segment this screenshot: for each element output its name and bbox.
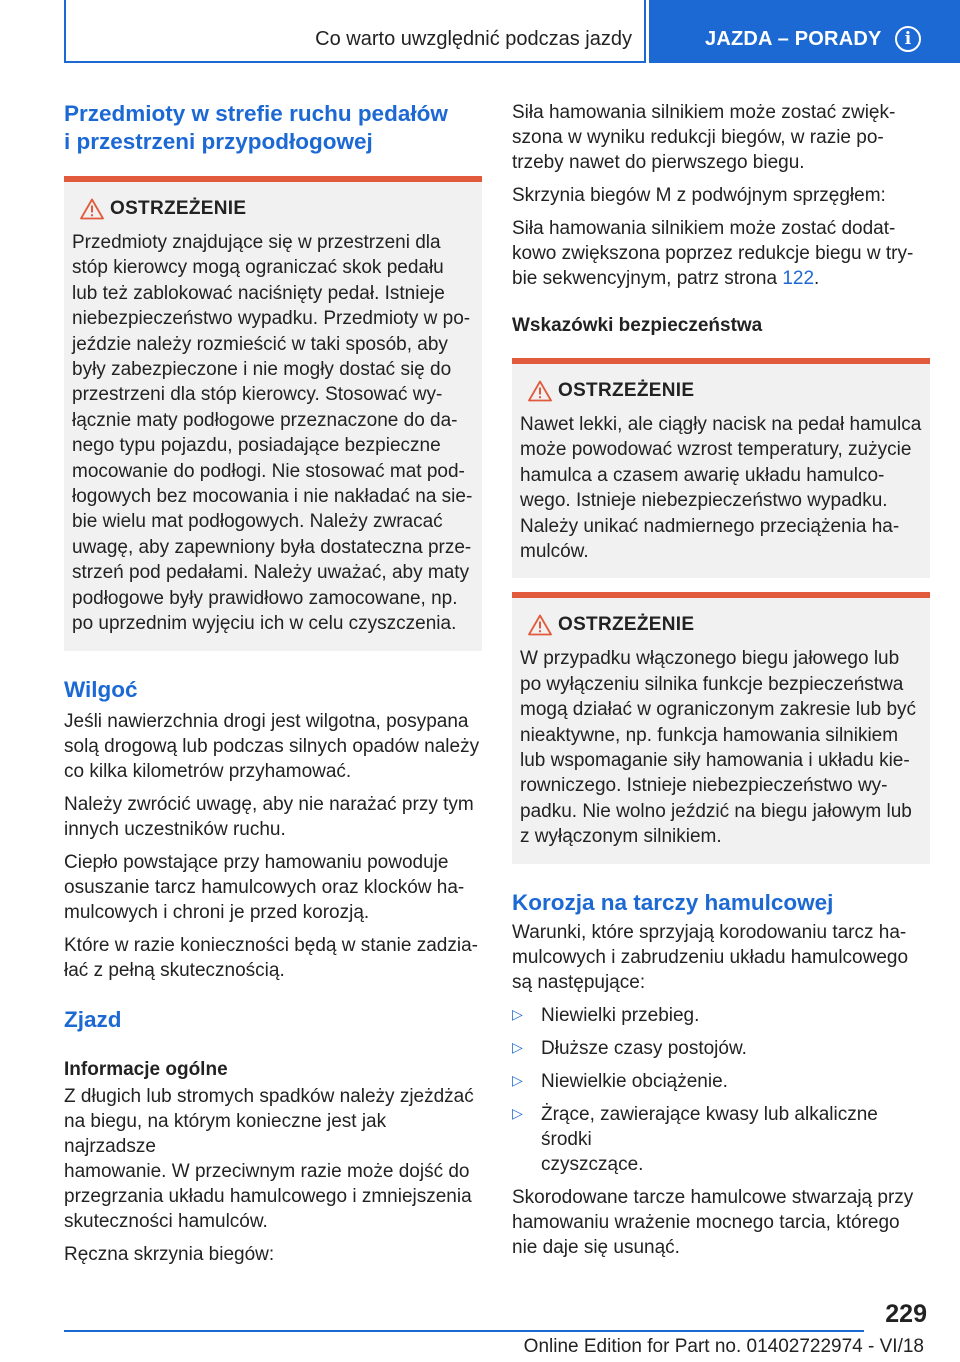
text-line (512, 266, 930, 291)
text-line: podłogowe były prawidłowo zamocowane, np. (72, 587, 458, 609)
text-fragment: bie sekwencyjnym, patrz strona (512, 268, 783, 289)
right-column (512, 100, 930, 1260)
text-line: Należy zwrócić uwagę, aby nie narażać przy tym (64, 793, 474, 815)
text-line: Nawet lekki, ale ciągły nacisk na pedał hamulca (520, 414, 922, 435)
text-line: mulcowych i chroni je przed korozją. (64, 901, 370, 923)
text-line: uwagę, aby zapewniony była dostateczna prze‐ (72, 536, 472, 558)
subheading-general-info: Informacje ogólne (64, 1058, 228, 1080)
text-line: Przedmioty znajdujące się w przestrzeni dla (72, 232, 441, 253)
paragraph-engine-braking-2 (512, 216, 930, 291)
text-line: są następujące: (512, 971, 646, 993)
warning-text (520, 646, 922, 849)
text-line: stóp kierowcy mogą ograniczać skok pedału (72, 257, 444, 279)
text-line: nego typu pojazdu, posiadające bezpieczne (72, 435, 441, 457)
text-line: mulców. (520, 541, 589, 563)
text-line: łać z pełną skutecznością. (64, 959, 285, 981)
text-line: Skorodowane tarcze hamulcowe stwarzają przy (512, 1186, 914, 1208)
warning-label: OSTRZEŻENIE (558, 380, 695, 401)
text-line: Niewielki przebieg. (541, 1004, 700, 1026)
text-line: jeździe należy rozmieścić w taki sposób, aby (72, 333, 448, 355)
list-item (512, 1003, 930, 1028)
heading-korozja: Korozja na tarczy hamulcowej (512, 889, 834, 915)
text-line: może powodować wzrost temperatury, zużycie (520, 439, 912, 461)
text-line: solą drogową lub podczas silnych opadów należy (64, 735, 480, 757)
list-item (512, 1036, 930, 1061)
list-item (512, 1102, 930, 1177)
text-line: przestrzeni dla stóp kierowcy. Stosować wy‐ (72, 384, 443, 406)
text-line: Żrące, zawierające kwasy lub alkaliczne środki (541, 1103, 878, 1150)
text-line: hamulca a czasem awarię układu hamulco‐ (520, 464, 885, 486)
text-fragment: . (814, 268, 820, 289)
text-line: kowo zwiększona poprzez redukcje biegu w try‐ (512, 243, 914, 264)
info-icon[interactable]: i (895, 26, 921, 52)
text-line: na biegu, na którym konieczne jest jak najrzadsze (64, 1110, 387, 1157)
text-line: hamowanie. W przeciwnym razie może dojść do (64, 1160, 470, 1182)
text-line: z wyłączonym silnikiem. (520, 826, 722, 848)
text-line: innych uczestników ruchu. (64, 818, 286, 840)
warning-title-row (520, 612, 922, 642)
text-line: strzeń pod pedałami. Należy uważać, aby maty (72, 562, 470, 584)
text-line: bie wielu mat podłogowych. Należy zwracać (72, 511, 443, 533)
text-line: lub też zablokować naciśnięty pedał. Istnieje (72, 282, 445, 304)
text-line: po uprzednim wyjęciu ich w celu czyszczenia. (72, 613, 457, 635)
warning-box-neutral-gear (512, 592, 930, 863)
header-chapter-tab[interactable] (649, 0, 960, 63)
text-line: Ciepło powstające przy hamowaniu powoduje (64, 851, 449, 873)
text-line: skuteczności hamulców. (64, 1210, 268, 1232)
text-line: trzeby nawet do pierwszego biegu. (512, 152, 805, 173)
text-line: Z długich lub stromych spadków należy zjeżdżać (64, 1085, 474, 1107)
text-line: W przypadku włączonego biegu jałowego lub (520, 648, 900, 670)
text-line: czyszczące. (541, 1153, 644, 1175)
footer-divider (64, 1330, 864, 1332)
paragraph-wilgoc-1 (64, 709, 482, 784)
page-number: 229 (885, 1300, 927, 1328)
paragraph-wilgoc-3 (64, 850, 482, 925)
text-line: Jeśli nawierzchnia drogi jest wilgotna, posypana (64, 710, 469, 732)
header-section-title: Co warto uwzględnić podczas jazdy (315, 28, 632, 50)
paragraph-zjazd-1 (64, 1084, 482, 1234)
heading-pedals (64, 100, 482, 156)
text-line: hamowaniu wrażenie mocnego tarcia, którego (512, 1211, 900, 1233)
heading-zjazd: Zjazd (64, 1006, 122, 1032)
triangle-bullet-icon: ▷ (512, 1006, 523, 1023)
page-reference-link[interactable]: 122 (782, 268, 815, 289)
paragraph-engine-braking-1 (512, 100, 930, 175)
left-column (64, 100, 482, 1267)
text-line: padku. Nie wolno jeździć na biegu jałowym lub (520, 800, 912, 822)
warning-text (72, 230, 474, 637)
text-line: mogą działać w ograniczonym zakresie lub być (520, 699, 917, 721)
footer-edition: Online Edition for Part no. 01402722974 - VI/18 (523, 1336, 924, 1357)
text-line: rowniczego. Istnieje niebezpieczeństwo wy‐ (520, 775, 888, 797)
triangle-bullet-icon: ▷ (512, 1039, 523, 1056)
text-line: Siła hamowania silnikiem może zostać zwięk‐ (512, 102, 896, 123)
text-line: szona w wyniku redukcji biegów, w razie po‐ (512, 127, 884, 148)
text-line: osuszanie tarcz hamulcowych oraz klocków ha‐ (64, 876, 465, 898)
header-section-box (64, 0, 646, 63)
paragraph-dct: Skrzynia biegów M z podwójnym sprzęgłem: (512, 185, 886, 206)
text-line: Warunki, które sprzyjają korodowaniu tarcz ha‐ (512, 921, 907, 943)
text-line: Niewielkie obciążenie. (541, 1070, 728, 1092)
text-line: łogowych bez mocowania i nie nakładać na sie‐ (72, 486, 473, 508)
text-line: nie daje się usunąć. (512, 1236, 680, 1258)
warning-box-brake-pedal (512, 358, 930, 578)
list-item (512, 1069, 930, 1094)
text-line: wego. Istnieje niebezpieczeństwo wypadku. (520, 490, 888, 512)
paragraph-manual-gearbox: Ręczna skrzynia biegów: (64, 1243, 275, 1265)
paragraph-korozja-2 (512, 1185, 930, 1260)
warning-label: OSTRZEŻENIE (558, 614, 695, 636)
text-line: Należy unikać nadmiernego przeciążenia ha‐ (520, 515, 900, 537)
text-line: łącznie maty podłogowe przeznaczone do da‐ (72, 409, 458, 431)
text-line: Dłuższe czasy postojów. (541, 1037, 747, 1059)
warning-triangle-icon (528, 380, 552, 402)
triangle-bullet-icon: ▷ (512, 1072, 523, 1089)
text-line: były zabezpieczone i nie mogły dostać się do (72, 359, 452, 381)
warning-title-row (520, 378, 922, 408)
text-line: mulcowych i zabrudzeniu układu hamulcowego (512, 946, 909, 968)
heading-pedals-line2: i przestrzeni przypodłogowej (64, 129, 373, 154)
paragraph-wilgoc-2 (64, 792, 482, 842)
text-line: po wyłączeniu silnika funkcje bezpieczeństwa (520, 673, 904, 695)
text-line: Siła hamowania silnikiem może zostać dodat‐ (512, 218, 896, 239)
text-line: co kilka kilometrów przyhamować. (64, 760, 352, 782)
heading-wilgoc: Wilgoć (64, 676, 138, 702)
text-line: lub wspomaganie siły hamowania i układu kie‐ (520, 750, 910, 772)
text-line: Które w razie konieczności będą w stanie zadzia‐ (64, 934, 478, 956)
warning-triangle-icon (528, 614, 552, 636)
subheading-safety-tips: Wskazówki bezpieczeństwa (512, 315, 763, 336)
heading-pedals-line1: Przedmioty w strefie ruchu pedałów (64, 101, 448, 126)
text-line: nieaktywne, np. funkcja hamowania silnikiem (520, 724, 899, 746)
text-line: mocowanie do podłogi. Nie stosować mat pod‐ (72, 460, 465, 482)
paragraph-wilgoc-4 (64, 933, 482, 983)
triangle-bullet-icon: ▷ (512, 1105, 523, 1122)
warning-triangle-icon (80, 198, 104, 220)
warning-label: OSTRZEŻENIE (110, 198, 247, 219)
paragraph-korozja-1 (512, 920, 930, 995)
warning-text (520, 412, 922, 564)
bullet-list-corrosion-conditions (512, 1003, 930, 1177)
header-chapter-label: JAZDA – PORADY (705, 28, 882, 50)
text-line: niebezpieczeństwo wypadku. Przedmioty w po‐ (72, 308, 471, 330)
warning-title-row (72, 196, 474, 226)
warning-box-floor-mats (64, 176, 482, 651)
text-line: przegrzania układu hamulcowego i zmniejszenia (64, 1185, 472, 1207)
